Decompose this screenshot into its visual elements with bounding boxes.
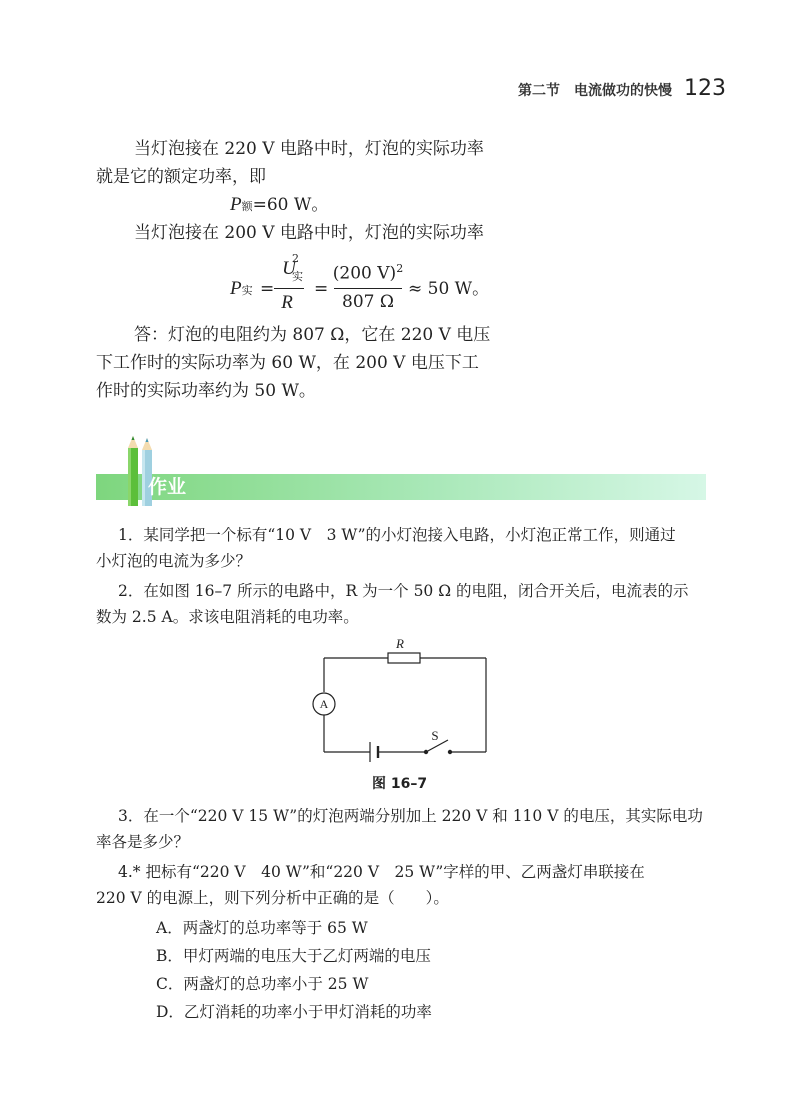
answer-line-2: 下工作时的实际功率为 60 W，在 200 V 电压下工 <box>96 353 479 373</box>
fraction-2-numerator <box>332 262 404 284</box>
fraction-1-numerator <box>272 252 306 283</box>
question-2-line-1: 2．在如图 16–7 所示的电路中，R 为一个 50 Ω 的电阻，闭合开关后，电流表的示 <box>118 582 689 600</box>
symbol-p: P <box>230 194 242 215</box>
solution-line-3: 当灯泡接在 200 V 电路中时，灯泡的实际功率 <box>134 223 484 243</box>
question-4-line-2: 220 V 的电源上，则下列分析中正确的是（ ）。 <box>96 889 449 907</box>
formula-lhs <box>230 278 253 302</box>
symbol-u: U <box>282 258 296 279</box>
question-2-line-2: 数为 2.5 A。求该电阻消耗的电功率。 <box>96 608 359 626</box>
homework-banner <box>96 474 706 500</box>
fraction-2-denominator: 807 Ω <box>342 292 394 312</box>
rated-value: =60 W。 <box>252 195 329 215</box>
section-title: 第二节 电流做功的快慢 <box>518 83 672 99</box>
option-d: D．乙灯消耗的功率小于甲灯消耗的功率 <box>156 1003 432 1021</box>
formula-lhs-symbol: P <box>230 278 242 299</box>
fraction-2-num-text: (200 V) <box>332 263 397 284</box>
answer-line-1: 答：灯泡的电阻约为 807 Ω，它在 220 V 电压 <box>134 325 491 345</box>
question-1-line-1: 1．某同学把一个标有“10 V 3 W”的小灯泡接入电路，小灯泡正常工作，则通过 <box>118 526 676 544</box>
solution-line-2: 就是它的额定功率，即 <box>96 167 266 187</box>
homework-title: 作业 <box>148 476 187 498</box>
question-4-line-1: 4.* 把标有“220 V 40 W”和“220 V 25 W”字样的甲、乙两盏灯串联接在 <box>118 863 645 881</box>
subscript-rated: 额 <box>241 200 253 213</box>
formula-lhs-subscript: 实 <box>241 284 253 297</box>
page-number: 123 <box>684 76 726 101</box>
page-header <box>518 76 726 101</box>
formula-eq-1: = <box>260 279 275 299</box>
symbol-r: R <box>281 292 293 313</box>
formula-result: ≈ 50 W。 <box>408 279 490 299</box>
fraction-1-denominator <box>272 292 302 314</box>
fraction-2-bar <box>334 288 402 289</box>
question-1-line-2: 小灯泡的电流为多少？ <box>96 552 252 570</box>
question-3-line-2: 率各是多少？ <box>96 833 190 851</box>
fraction-1-subscript: 实 <box>292 270 303 283</box>
answer-line-3: 作时的实际功率约为 50 W。 <box>96 381 316 401</box>
fraction-1-bar <box>274 288 304 289</box>
switch-label: S <box>431 728 439 743</box>
resistor-label: R <box>396 636 404 651</box>
rated-power-equation <box>230 194 328 218</box>
resistor-symbol <box>388 653 420 663</box>
figure-caption: 图 16–7 <box>372 776 428 792</box>
question-3-line-1: 3．在一个“220 V 15 W”的灯泡两端分别加上 220 V 和 110 V 的电压，其实际电功 <box>118 807 703 825</box>
solution-line-1: 当灯泡接在 220 V 电路中时，灯泡的实际功率 <box>134 139 484 159</box>
fraction-1-superscript: 2 <box>292 252 299 265</box>
formula-eq-2: = <box>314 279 329 299</box>
circuit-diagram <box>300 636 500 766</box>
option-b: B．甲灯两端的电压大于乙灯两端的电压 <box>156 947 431 965</box>
ammeter-label: A <box>319 697 329 711</box>
fraction-2-superscript: 2 <box>396 262 404 275</box>
option-c: C．两盏灯的总功率小于 25 W <box>156 975 369 993</box>
option-a: A．两盏灯的总功率等于 65 W <box>156 919 368 937</box>
